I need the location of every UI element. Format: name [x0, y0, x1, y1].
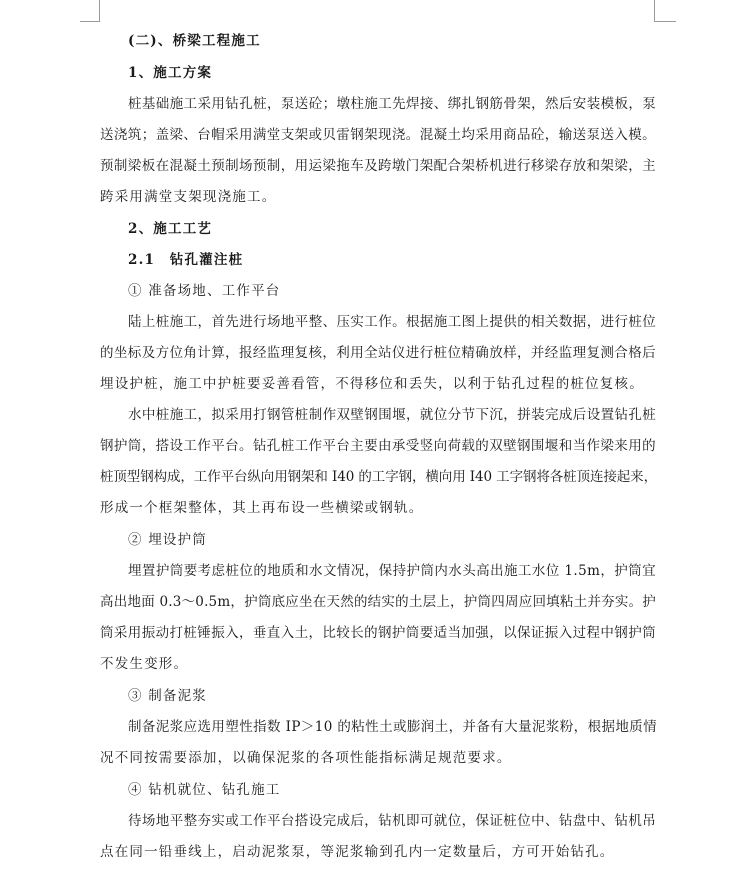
- item-2-title: ② 埋设护筒: [128, 532, 207, 548]
- crop-mark-top-left: [80, 0, 100, 22]
- paragraph-2-line-3: 埋设护桩，施工中护桩要妥善看管，不得移位和丢失，以利于钻孔过程的桩位复核。: [100, 376, 644, 392]
- paragraph-2-line-2: 的坐标及方位角计算，报经监理复核，利用全站仪进行桩位精确放样，并经监理复测合格后: [100, 345, 656, 361]
- subsection-title-2-1: 2.1 钻孔灌注桩: [128, 252, 244, 268]
- paragraph-4-line-1: 埋置护筒要考虑桩位的地质和水文情况，保持护筒内水头高出施工水位 1.5m，护筒宜: [128, 563, 656, 579]
- paragraph-3-line-1: 水中桩施工，拟采用打钢管桩制作双壁钢围堰，就位分节下沉，拼装完成后设置钻孔桩: [128, 407, 657, 423]
- paragraph-5-line-2: 况不同按需要添加，以确保泥浆的各项性能指标满足规范要求。: [100, 750, 512, 766]
- paragraph-1-line-3: 预制梁板在混凝土预制场预制，用运梁拖车及跨墩门架配合架桥机进行移梁存放和架梁，主: [100, 158, 656, 174]
- paragraph-5-line-1: 制备泥浆应选用塑性指数 IP＞10 的粘性土或膨润土，并备有大量泥浆粉，根据地质情: [128, 719, 658, 735]
- item-4-title: ④ 钻机就位、钻孔施工: [128, 782, 281, 798]
- subsection-title-1: 1、施工方案: [128, 65, 213, 81]
- paragraph-4-line-2: 高出地面 0.3～0.5m，护筒底应坐在天然的结实的土层上，护筒四周应回填粘土并夯实。护: [100, 594, 656, 610]
- paragraph-3-line-2: 钢护筒，搭设工作平台。钻孔桩工作平台主要由承受竖向荷载的双壁钢围堰和当作梁来用的: [100, 438, 656, 454]
- paragraph-1-line-2: 送浇筑；盖梁、台帽采用满堂支架或贝雷钢架现浇。混凝土均采用商品砼，输送泵送入模。: [100, 127, 656, 143]
- item-3-title: ③ 制备泥浆: [128, 688, 207, 704]
- paragraph-4-line-4: 不发生变形。: [100, 656, 189, 672]
- crop-mark-top-right: [654, 0, 676, 22]
- paragraph-2-line-1: 陆上桩施工，首先进行场地平整、压实工作。根据施工图上提供的相关数据，进行桩位: [128, 314, 657, 330]
- paragraph-4-line-3: 筒采用振动打桩锤振入，垂直入土，比较长的钢护筒要适当加强，以保证振入过程中钢护筒: [100, 625, 656, 641]
- item-1-title: ① 准备场地、工作平台: [128, 283, 281, 299]
- paragraph-6-line-2: 点在同一铅垂线上，启动泥浆泵，等泥浆输到孔内一定数量后，方可开始钻孔。: [100, 844, 615, 860]
- paragraph-1-line-1: 桩基础施工采用钻孔桩，泵送砼；墩柱施工先焊接、绑扎钢筋骨架，然后安装模板，泵: [128, 96, 657, 112]
- section-title: (二)、桥梁工程施工: [128, 33, 261, 49]
- paragraph-6-line-1: 待场地平整夯实或工作平台搭设完成后，钻机即可就位，保证桩位中、钻盘中、钻机吊: [128, 813, 657, 829]
- paragraph-3-line-4: 形成一个框架整体，其上再布设一些横梁或钢轨。: [100, 500, 424, 516]
- paragraph-3-line-3: 桩顶型钢构成，工作平台纵向用钢架和 I40 的工字钢，横向用 I40 工字钢将各桩顶连接起来，: [100, 469, 657, 485]
- paragraph-1-line-4: 跨采用满堂支架现浇施工。: [100, 189, 277, 205]
- subsection-title-2: 2、施工工艺: [128, 221, 213, 237]
